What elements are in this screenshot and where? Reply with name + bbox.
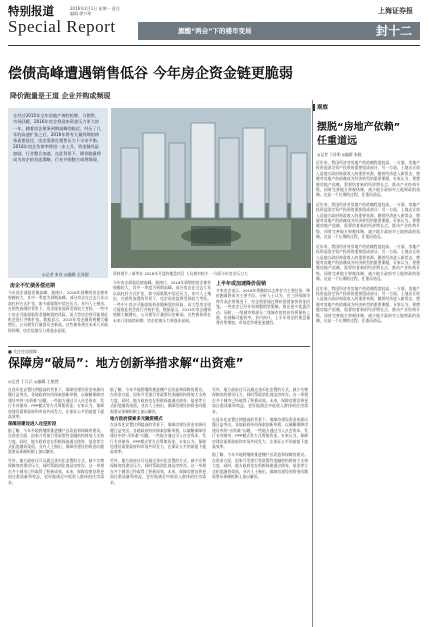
section-divider: [8, 346, 310, 347]
english-title: Special Report: [8, 17, 116, 36]
bottom-body-3b: 另外，地方政府还可以通过货币化安置的方式，减少实物保障房的建设压力，同时帮助消化商品房库存。这一举措在多个城市已经取得了积极成效。未来，保障房建设将更加注重质量和效益，更好地满足中低收入群体的住房需求。: [110, 457, 206, 485]
bottom-body-2c: 据了解，今年多地将继续推进棚户区改造和保障房建设。在资金方面，国家开发银行等政策性金融机构将加大支持力度。同时，地方政府也在积极探索通过债券、基金等方式拓宽融资渠道。业内人士指出，保障房建设的资金问题需要从体制机制上加以解决。: [212, 452, 308, 480]
bottom-subhead-2: 地方政府探索多元融资模式: [110, 417, 163, 423]
mid-left-body: 今年房企面临偿债高峰。据统计，2016年到期的房企债券规模较大，其中一季度为到期高峰。部分房企在过去几年以高杠杆方式扩张，如今面临集中偿还压力。业内人士指出，在销售放缓的背景下，房企现金流将受到较大考验。一些中小房企可能面临资金链断裂的风险，而大型房企则可能借此机会进行并购扩张。数据显示，2015年房企融资规模大幅增长，公司债发行量创历史新高。这些债务将在未来几年陆续到期，房企偿债压力将逐步显现。: [113, 280, 211, 323]
bottom-body-2: 据了解，今年多地将继续推进棚户区改造和保障房建设。在资金方面，国家开发银行等政策性金融机构将加大支持力度。同时，地方政府也在积极探索通过债券、基金等方式拓宽融资渠道。业内人士指出，保障房建设的资金问题需要从体制机制上加以解决。: [8, 427, 104, 455]
right-headline-line2: 任重道远: [317, 136, 357, 147]
lead-byline: ◎记者 张良 ◎编辑 全泽源: [42, 272, 89, 277]
right-column-body: [316, 160, 420, 620]
bottom-body-2b: 据了解，今年多地将继续推进棚户区改造和保障房建设。在资金方面，国家开发银行等政策性金融机构将加大支持力度。同时，地方政府也在积极探索通过债券、基金等方式拓宽融资渠道。业内人士指出，保障房建设的资金问题需要从体制机制上加以解决。: [110, 387, 206, 414]
bottom-body-1: 在货币化安置比例提高的背景下，保障房建设资金来源问题日益突出。各地政府纷纷探索创新举措，以破解保障房建设中的“出资难”问题。一些地方通过引入社会资本、发行专项债券、PPP模式等方式筹集资金。专家认为，保障房建设需要政府和市场共同发力，在保证公平的前提下提高效率。: [8, 387, 104, 420]
right-body-1: 近年来，我国经济对房地产的依赖程度较高。一方面，房地产投资是固定资产投资的重要组成部分；另一方面，土地出让收入是地方政府财政收入的重要来源。随着经济进入新常态，摆脱对房地产的依赖成为经济转型的重要课题。专家认为，要摆脱房地产依赖，需要培育新的经济增长点，推动产业结构升级，同时完善地方财税体制，减少地方政府对土地财政的依赖。这是一个长期的过程，任重而道远。: [316, 160, 420, 198]
photo-caption: 资料图片 / 新华社 2016年开盘的楼盘项目 人员相对较少 一方面今年房企压力大: [113, 271, 248, 276]
newspaper-logo: 上海证券报: [378, 6, 413, 15]
bottom-byline: ◎记者 于兵兵 ◎编辑 王皓然: [8, 379, 59, 384]
skyline-illustration: [111, 108, 311, 268]
main-headline: 偿债高峰遭遇销售低谷 今年房企资金链更脆弱: [8, 66, 293, 82]
bottom-body-3c: 另外，地方政府还可以通过货币化安置的方式，减少实物保障房的建设压力，同时帮助消化商品房库存。这一举措在多个城市已经取得了积极成效。未来，保障房建设将更加注重质量和效益，更好地满足中低收入群体的住房需求。: [212, 387, 308, 414]
right-headline-line1: 摆脱“房地产依赖”: [317, 122, 401, 133]
observation-marker: [313, 104, 315, 111]
bottom-body-3: 另外，地方政府还可以通过货币化安置的方式，减少实物保障房的建设压力，同时帮助消化商品房库存。这一举措在多个城市已经取得了积极成效。未来，保障房建设将更加注重质量和效益，更好地满足中低收入群体的住房需求。: [8, 457, 104, 485]
section-title: 特别报道: [8, 4, 54, 18]
right-body-3: 近年来，我国经济对房地产的依赖程度较高。一方面，房地产投资是固定资产投资的重要组成部分；另一方面，土地出让收入是地方政府财政收入的重要来源。随着经济进入新常态，摆脱对房地产的依赖成为经济转型的重要课题。专家认为，要摆脱房地产依赖，需要培育新的经济增长点，推动产业结构升级，同时完善地方财税体制，减少地方政府对土地财政的依赖。这是一个长期的过程，任重而道远。: [316, 243, 420, 282]
date-info: 2016年2月1日 星期一 责任编辑 徐兴伟: [70, 6, 120, 16]
lead-box: [8, 108, 108, 278]
lead-text: 在经过2015年全年房地产调控松绑，与销售、市场回暖，2016年房企将迎来资金压力更大的一年。随着房企债务到期高峰的临近，经历了几年的高速扩张之后，2016年将有大量到期的债务需要偿还，房企需要在销售压力下寻求平衡。2016年房企负债率将进一步上升，资金链风险加剧，行业整合加速。在此背景下，降价跑量将成为房企的首选策略，行业并购整合或将频现。: [13, 113, 101, 163]
page-number: 封十二: [376, 24, 413, 38]
main-subheadline: 降价跑量是王道 企业并购或频现: [10, 92, 111, 100]
left-section-body: 今年房企面临偿债高峰。据统计，2016年到期的房企债券规模较大，其中一季度为到期高峰。部分房企在过去几年以高杠杆方式扩张，如今面临集中偿还压力。业内人士指出，在销售放缓的背景下，房企现金流将受到较大考验。一些中小房企可能面临资金链断裂的风险，而大型房企则可能借此机会进行并购扩张。数据显示，2015年房企融资规模大幅增长，公司债发行量创历史新高。这些债务将在未来几年陆续到期，房企偿债压力将逐步显现。: [8, 290, 108, 333]
right-body-4: 近年来，我国经济对房地产的依赖程度较高。一方面，房地产投资是固定资产投资的重要组成部分；另一方面，土地出让收入是地方政府财政收入的重要来源。随着经济进入新常态，摆脱对房地产的依赖成为经济转型的重要课题。专家认为，要摆脱房地产依赖，需要培育新的经济增长点，推动产业结构升级，同时完善地方财税体制，减少地方政府对土地财政的依赖。这是一个长期的过程，任重而道远。: [316, 285, 420, 323]
header-rule: [8, 45, 420, 46]
bottom-body-1c: 在货币化安置比例提高的背景下，保障房建设资金来源问题日益突出。各地政府纷纷探索创新举措，以破解保障房建设中的“出资难”问题。一些地方通过引入社会资本、发行专项债券、PPP模式等方式筹集资金。专家认为，保障房建设需要政府和市场共同发力，在保证公平的前提下提高效率。: [212, 417, 308, 450]
bottom-body-1b: 在货币化安置比例提高的背景下，保障房建设资金来源问题日益突出。各地政府纷纷探索创新举措，以破解保障房建设中的“出资难”问题。一些地方通过引入社会资本、发行专项债券、PPP模式等方式筹集资金。专家认为，保障房建设需要政府和市场共同发力，在保证公平的前提下提高效率。: [110, 422, 206, 455]
city-photo: [111, 108, 311, 268]
right-body-2: 近年来，我国经济对房地产的依赖程度较高。一方面，房地产投资是固定资产投资的重要组成部分；另一方面，土地出让收入是地方政府财政收入的重要来源。随着经济进入新常态，摆脱对房地产的依赖成为经济转型的重要课题。专家认为，要摆脱房地产依赖，需要培育新的经济增长点，推动产业结构升级，同时完善地方财税体制，减少地方政府对土地财政的依赖。这是一个长期的过程，任重而道远。: [316, 201, 420, 240]
mid-section-title: 上半年或加速降价促销: [216, 281, 267, 287]
page-header: [0, 0, 428, 46]
bottom-col-2: [110, 387, 206, 623]
right-headline: [317, 121, 400, 149]
bottom-col-3: [212, 387, 308, 623]
header-band-text: 旗醒“两会”下的楼市变局: [178, 27, 252, 35]
bottom-col-1: [8, 387, 104, 623]
right-byline: ◎记者 于祥明 ◎编辑 张晓: [317, 152, 362, 157]
observation-label: 观察: [317, 105, 329, 111]
left-section-title: 房企不忙债务偿还期: [10, 283, 56, 289]
mid-section-body: 多家房企表示，2016年将继续以去库存为主要任务，降价跑量将成为主要手段。分析人士认为，在三四线城市库存高企的情况下，房企需要通过降价促销加快资金回笼。一些房企已经开始调整销售策略，推出更多优惠活动。同时，一线城市和部分二线城市的房价仍将保持上涨，但涨幅可能收窄。业内预计，上半年房企的推盘量将有所增加，市场竞争将更加激烈。: [216, 288, 310, 326]
bottom-subhead-1: 保障房建设进入攻坚阶段: [8, 422, 57, 428]
bottom-headline: 保障房“破局”：地方创新举措求解“出资难”: [8, 356, 244, 370]
bottom-tag: ■ 关注住房保障: [8, 349, 38, 354]
column-divider: [312, 100, 313, 627]
